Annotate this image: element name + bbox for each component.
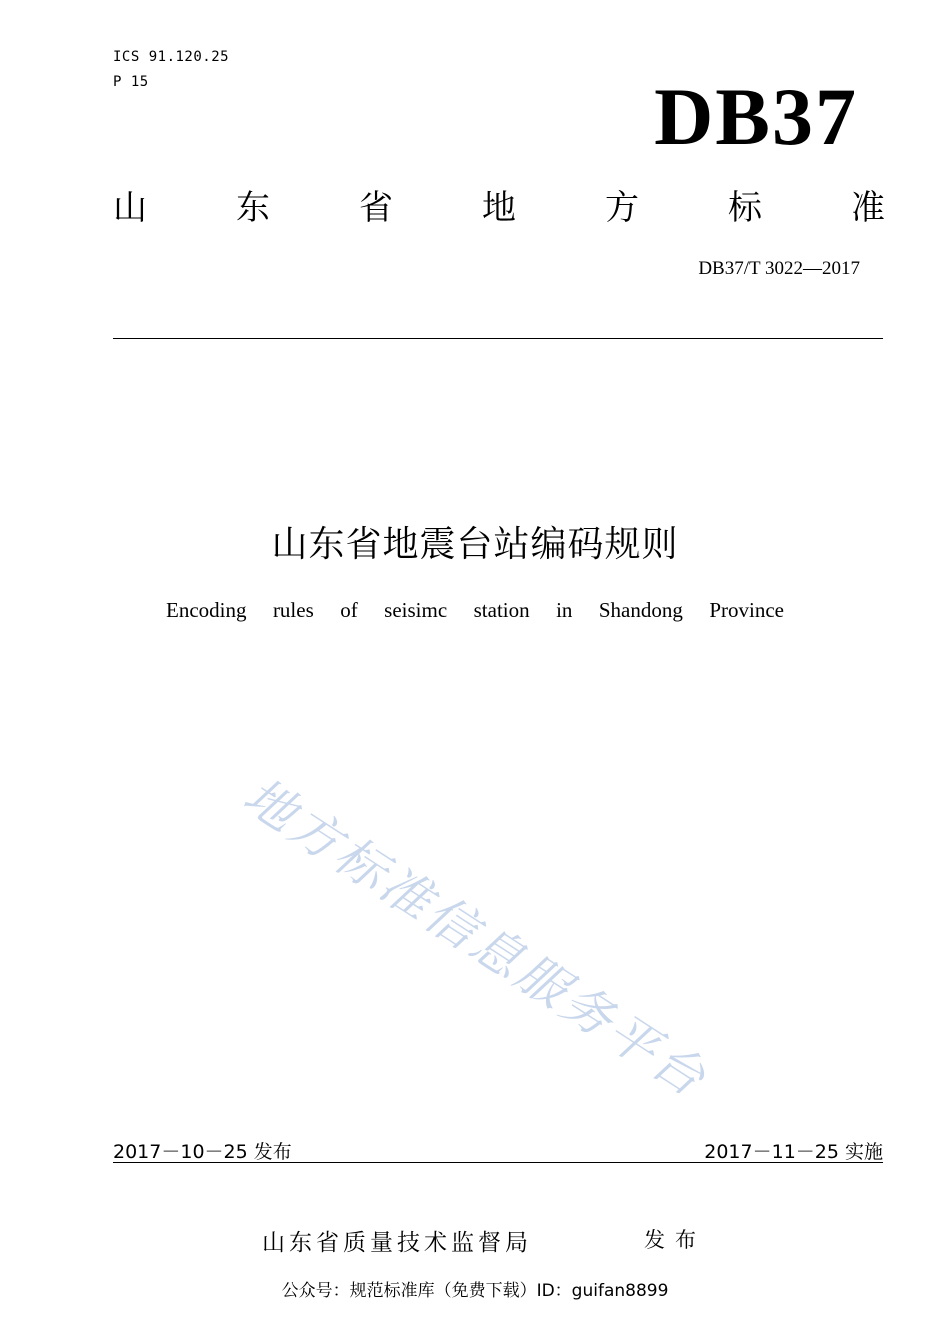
ccs-code: P 15 (113, 74, 149, 90)
title-en-word: Shandong (598, 598, 683, 622)
issuing-action: 发布 (644, 1228, 706, 1252)
standard-type-char: 标 (728, 188, 762, 228)
standard-number: DB37/T 3022—2017 (698, 258, 860, 279)
title-en-word: Encoding (166, 598, 247, 622)
ics-code: ICS 91.120.25 (113, 49, 230, 65)
standard-logo: DB37 (654, 71, 858, 162)
footer-divider (113, 1162, 883, 1163)
document-title-en (166, 598, 784, 623)
standard-type-char: 东 (236, 188, 270, 228)
title-en-word: seisimc (384, 598, 448, 622)
header-divider (113, 338, 883, 339)
standard-type-char: 省 (359, 188, 393, 228)
footer-note: 公众号：规范标准库（免费下载）ID：guifan8899 (281, 1281, 669, 1301)
standard-type-char: 山 (113, 188, 147, 228)
title-en-word: in (556, 598, 573, 622)
title-en-word: Province (709, 598, 784, 622)
title-en-word: station (473, 598, 530, 622)
title-en-word: of (340, 598, 358, 622)
issue-date: 2017－10－25 发布 (113, 1141, 292, 1163)
implementation-date: 2017－11－25 实施 (704, 1141, 883, 1163)
issuing-authority: 山东省质量技术监督局 (262, 1230, 532, 1256)
watermark-area (230, 775, 790, 1135)
title-en-word: rules (272, 598, 314, 622)
standard-type-char: 方 (605, 188, 639, 228)
watermark-text: 地方标准信息服务平台 (233, 775, 718, 1110)
standard-type-title (113, 186, 885, 230)
document-title-cn: 山东省地震台站编码规则 (271, 524, 679, 565)
watermark-graphic (230, 775, 790, 1135)
standard-type-char: 准 (851, 188, 885, 228)
standard-type-char: 地 (482, 188, 516, 228)
